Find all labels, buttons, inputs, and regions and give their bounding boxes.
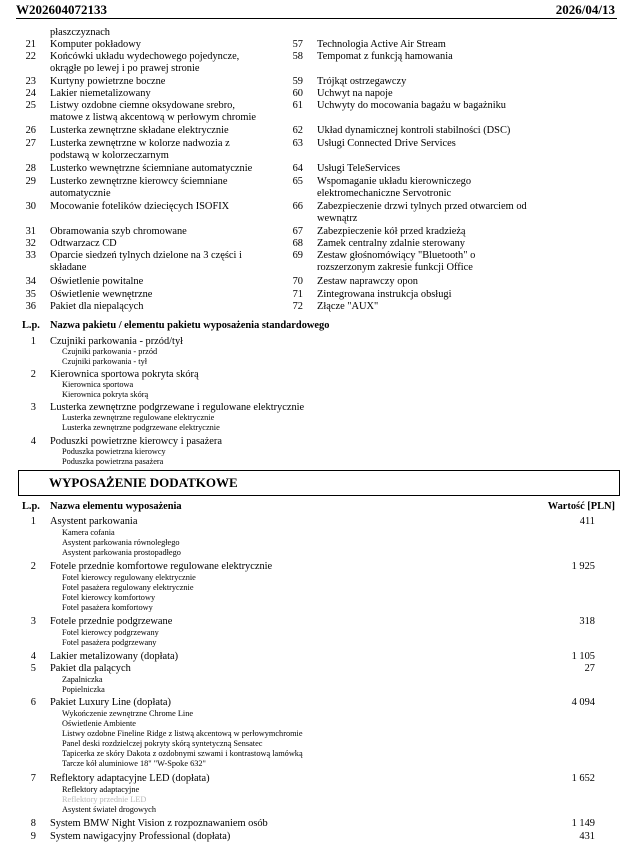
equipment-item-text: Oświetlenie wewnętrzne bbox=[50, 289, 153, 300]
package-number: 1 bbox=[30, 336, 36, 347]
extras-name-header: Nazwa elementu wyposażenia bbox=[50, 501, 182, 512]
equipment-item-text: Lusterka zewnętrzne w kolorze nadwozia z bbox=[50, 138, 230, 149]
package-subitem: Kierownica pokryta skórą bbox=[62, 390, 149, 399]
item-number: 23 bbox=[25, 76, 36, 87]
extra-subitem: Fotel pasażera regulowany elektrycznie bbox=[62, 583, 194, 592]
equipment-item-text: Zabezpieczenie kół przed kradzieżą bbox=[317, 226, 466, 237]
page-header bbox=[0, 0, 633, 18]
equipment-item-text: okrągłe po lewej i po prawej stronie bbox=[50, 63, 200, 74]
extra-number: 4 bbox=[30, 651, 36, 662]
extra-value: 1 925 bbox=[571, 561, 595, 572]
extra-number: 3 bbox=[30, 616, 36, 627]
extra-name: Pakiet dla palących bbox=[50, 663, 131, 674]
equipment-item-text: Uchwyty do mocowania bagażu w bagażniku bbox=[317, 100, 506, 111]
equipment-item-text: składane bbox=[50, 262, 87, 273]
equipment-item-text: Trójkąt ostrzegawczy bbox=[317, 76, 407, 87]
extra-subitem: Tapicerka ze skóry Dakota z ozdobnymi szwami i kontrastową lamówką bbox=[62, 749, 303, 758]
item-number: 58 bbox=[292, 51, 303, 62]
document-date: 2026/04/13 bbox=[555, 2, 615, 17]
equipment-item-text: Zestaw głośnomówiący "Bluetooth" o bbox=[317, 250, 476, 261]
item-number: 67 bbox=[292, 226, 303, 237]
extra-subitem: Asystent parkowania równoległego bbox=[62, 538, 180, 547]
extra-value: 1 149 bbox=[571, 818, 595, 829]
extra-number: 9 bbox=[30, 831, 36, 842]
extra-number: 5 bbox=[30, 663, 36, 674]
extra-name: Reflektory adaptacyjne LED (dopłata) bbox=[50, 773, 210, 784]
equipment-item-text: Kurtyny powietrzne boczne bbox=[50, 76, 166, 87]
extra-subitem: Tarcze kół aluminiowe 18" "W-Spoke 632" bbox=[62, 759, 206, 768]
extra-name: Fotele przednie podgrzewane bbox=[50, 616, 173, 627]
item-number: 64 bbox=[292, 163, 303, 174]
extra-value: 1 105 bbox=[571, 651, 595, 662]
item-number: 22 bbox=[25, 51, 36, 62]
package-subitem: Lusterka zewnętrzne podgrzewane elektrycznie bbox=[62, 423, 220, 432]
item-number: 72 bbox=[292, 301, 303, 312]
extras-lp-header: L.p. bbox=[22, 501, 40, 512]
extra-name: Pakiet Luxury Line (dopłata) bbox=[50, 697, 171, 708]
extra-subitem: Fotel kierowcy podgrzewany bbox=[62, 628, 159, 637]
package-subitem: Kierownica sportowa bbox=[62, 380, 134, 389]
package-number: 3 bbox=[30, 402, 36, 413]
item-number: 69 bbox=[292, 250, 303, 261]
extra-name: Asystent parkowania bbox=[50, 516, 138, 527]
package-subitem: Czujniki parkowania - tył bbox=[62, 357, 148, 366]
package-subitem: Czujniki parkowania - przód bbox=[62, 347, 158, 356]
equipment-item-text: Złącze "AUX" bbox=[317, 301, 379, 312]
extra-subitem: Asystent parkowania prostopadłego bbox=[62, 548, 181, 557]
extra-value: 411 bbox=[579, 516, 595, 527]
extra-subitem: Listwy ozdobne Fineline Ridge z listwą akcentową w perłowymchromie bbox=[62, 729, 303, 738]
header-rule bbox=[16, 18, 617, 19]
package-number: 2 bbox=[30, 369, 36, 380]
document-id: W202604072133 bbox=[16, 2, 107, 17]
equipment-item-text: Lusterko wewnętrzne ściemniane automatycznie bbox=[50, 163, 253, 174]
extra-subitem: Zapalniczka bbox=[62, 675, 103, 684]
extra-name: System nawigacyjny Professional (dopłata) bbox=[50, 831, 231, 842]
item-number: 21 bbox=[25, 39, 36, 50]
equipment-item-text: Lusterka zewnętrzne składane elektrycznie bbox=[50, 125, 229, 136]
item-number: 25 bbox=[25, 100, 36, 111]
extra-number: 7 bbox=[30, 773, 36, 784]
equipment-item-text: Lusterko zewnętrzne kierowcy ściemniane bbox=[50, 176, 228, 187]
item-number: 65 bbox=[292, 176, 303, 187]
equipment-item-text: Lakier niemetalizowany bbox=[50, 88, 151, 99]
equipment-item-text: Zabezpieczenie drzwi tylnych przed otwarciem od bbox=[317, 201, 527, 212]
equipment-item-text: Tempomat z funkcją hamowania bbox=[317, 51, 453, 62]
section-title: WYPOSAŻENIE DODATKOWE bbox=[49, 475, 238, 490]
extra-subitem: Oświetlenie Ambiente bbox=[62, 719, 136, 728]
item-number: 32 bbox=[25, 238, 36, 249]
package-name: Lusterka zewnętrzne podgrzewane i regulowane elektrycznie bbox=[50, 402, 305, 413]
equipment-item-text: Uchwyt na napoje bbox=[317, 88, 393, 99]
equipment-item-text: matowe z listwą akcentową w perłowym chromie bbox=[50, 112, 257, 123]
item-number: 70 bbox=[292, 276, 303, 287]
package-name: Czujniki parkowania - przód/tył bbox=[50, 336, 184, 347]
extra-number: 6 bbox=[30, 697, 36, 708]
extra-value: 431 bbox=[579, 831, 595, 842]
equipment-item-text: Usługi TeleServices bbox=[317, 163, 401, 174]
package-subitem: Lusterka zewnętrzne regulowane elektrycznie bbox=[62, 413, 215, 422]
packages-lp-header: L.p. bbox=[22, 320, 40, 331]
extra-name: Lakier metalizowany (dopłata) bbox=[50, 651, 179, 662]
extra-subitem: Popielniczka bbox=[62, 685, 105, 694]
extra-subitem: Fotel pasażera komfortowy bbox=[62, 603, 153, 612]
item-number: 28 bbox=[25, 163, 36, 174]
extra-value: 27 bbox=[584, 663, 595, 674]
item-number: 60 bbox=[292, 88, 303, 99]
equipment-item-text: Pakiet dla niepalących bbox=[50, 301, 144, 312]
equipment-item-text: Końcówki układu wydechowego pojedyncze, bbox=[50, 51, 240, 62]
item-number: 34 bbox=[25, 276, 36, 287]
item-number: 33 bbox=[25, 250, 36, 261]
equipment-item-text: podstawą w kolorzeczarnym bbox=[50, 150, 169, 161]
packages-name-header: Nazwa pakietu / elementu pakietu wyposażenia standardowego bbox=[50, 320, 330, 331]
package-subitem: Poduszka powietrzna pasażera bbox=[62, 457, 164, 466]
item-number: 59 bbox=[292, 76, 303, 87]
extra-number: 2 bbox=[30, 561, 36, 572]
equipment-item-text: Odtwarzacz CD bbox=[50, 238, 117, 249]
equipment-item-text: Zestaw naprawczy opon bbox=[317, 276, 418, 287]
package-name: Kierownica sportowa pokryta skórą bbox=[50, 369, 199, 380]
extra-value: 318 bbox=[579, 616, 595, 627]
extras-value-header: Wartość [PLN] bbox=[547, 501, 615, 512]
item-number: 71 bbox=[292, 289, 303, 300]
item-number: 57 bbox=[292, 39, 303, 50]
extra-subitem: Fotel kierowcy komfortowy bbox=[62, 593, 156, 602]
package-name: Poduszki powietrzne kierowcy i pasażera bbox=[50, 436, 222, 447]
equipment-item-text: wewnątrz bbox=[317, 213, 358, 224]
equipment-item-text: Oparcie siedzeń tylnych dzielone na 3 części i bbox=[50, 250, 242, 261]
extra-number: 1 bbox=[30, 516, 36, 527]
equipment-item-text: Mocowanie fotelików dziecięcych ISOFIX bbox=[50, 201, 230, 212]
item-number: 31 bbox=[25, 226, 36, 237]
equipment-item-text: Zintegrowana instrukcja obsługi bbox=[317, 289, 452, 300]
item-number: 36 bbox=[25, 301, 36, 312]
extra-subitem: Fotel pasażera podgrzewany bbox=[62, 638, 157, 647]
extra-name: System BMW Night Vision z rozpoznawaniem osób bbox=[50, 818, 268, 829]
item-number: 61 bbox=[292, 100, 303, 111]
section-title-box bbox=[18, 470, 620, 496]
equipment-item-text: Technologia Active Air Stream bbox=[317, 39, 446, 50]
equipment-item-text: Listwy ozdobne ciemne oksydowane srebro, bbox=[50, 100, 235, 111]
equipment-item-text: rozszerzonym zakresie funkcji Office bbox=[317, 262, 473, 273]
item-number: 62 bbox=[292, 125, 303, 136]
package-number: 4 bbox=[30, 436, 36, 447]
extra-subitem: Reflektory przednie LED bbox=[62, 795, 147, 804]
equipment-item-text: Układ dynamicznej kontroli stabilności (DSC) bbox=[317, 125, 511, 136]
extra-value: 1 652 bbox=[571, 773, 595, 784]
extra-subitem: Panel deski rozdzielczej pokryty skórą syntetyczną Sensatec bbox=[62, 739, 263, 748]
equipment-item-text: Komputer pokładowy bbox=[50, 39, 141, 50]
equipment-item-text: automatycznie bbox=[50, 188, 111, 199]
package-subitem: Poduszka powietrzna kierowcy bbox=[62, 447, 166, 456]
extra-subitem: Asystent świateł drogowych bbox=[62, 805, 157, 814]
item-number: 68 bbox=[292, 238, 303, 249]
equipment-item-text: Obramowania szyb chromowane bbox=[50, 226, 187, 237]
item-number: 27 bbox=[25, 138, 36, 149]
extra-value: 4 094 bbox=[571, 697, 595, 708]
item-number: 24 bbox=[25, 88, 36, 99]
item-number: 63 bbox=[292, 138, 303, 149]
item-number: 30 bbox=[25, 201, 36, 212]
equipment-item-text: płaszczyznach bbox=[50, 27, 110, 38]
item-number: 29 bbox=[25, 176, 36, 187]
equipment-item-text: Usługi Connected Drive Services bbox=[317, 138, 456, 149]
equipment-item-text: Zamek centralny zdalnie sterowany bbox=[317, 238, 466, 249]
equipment-item-text: Oświetlenie powitalne bbox=[50, 276, 144, 287]
equipment-item-text: Wspomaganie układu kierowniczego bbox=[317, 176, 472, 187]
extra-subitem: Kamera cofania bbox=[62, 528, 115, 537]
item-number: 26 bbox=[25, 125, 36, 136]
extra-subitem: Reflektory adaptacyjne bbox=[62, 785, 140, 794]
extra-name: Fotele przednie komfortowe regulowane elektrycznie bbox=[50, 561, 273, 572]
extra-number: 8 bbox=[30, 818, 36, 829]
item-number: 66 bbox=[292, 201, 303, 212]
item-number: 35 bbox=[25, 289, 36, 300]
extra-subitem: Wykończenie zewnętrzne Chrome Line bbox=[62, 709, 194, 718]
extra-subitem: Fotel kierowcy regulowany elektrycznie bbox=[62, 573, 196, 582]
equipment-item-text: elektromechaniczne Servotronic bbox=[317, 188, 452, 199]
